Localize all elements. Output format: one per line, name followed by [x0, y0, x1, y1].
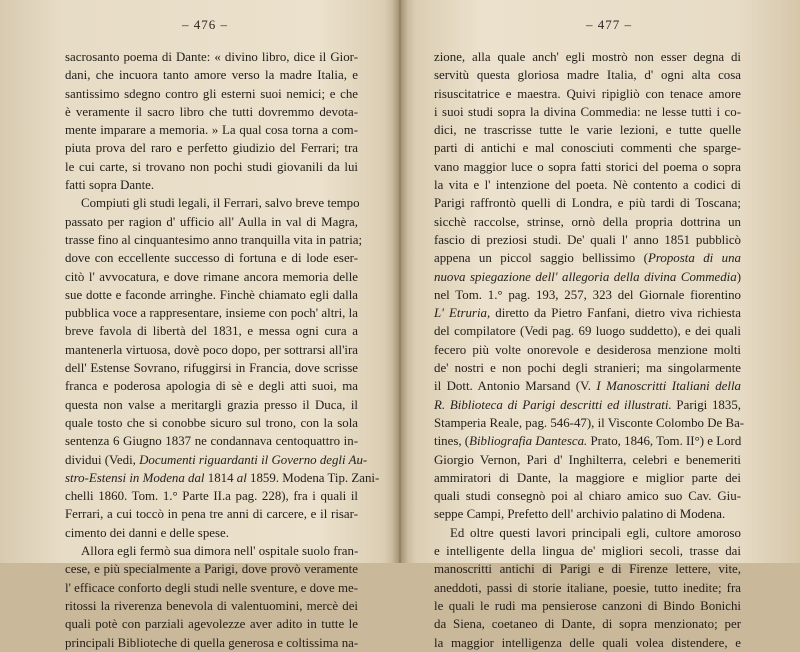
- text-line: sacrosanto poema di Dante: « divino libro, dice il Gior-: [65, 50, 358, 64]
- text-line: ritossi la riverenza benevola di valentuomini, mercè dei: [65, 598, 358, 613]
- text-line: dani, che incuora tanto amore verso la madre Italia, e: [65, 68, 358, 83]
- text-line: dici, ne trascrisse tutte le varie lezioni, e tutte quelle: [434, 123, 741, 138]
- text-line: le cui carte, si trovano non pochi studi giovanili da lui: [65, 159, 358, 174]
- text-line: passato per ragion d' ufficio all' Aulla in val di Magra,: [65, 214, 358, 229]
- text-line: fecero più volte onorevole e desiderosa menzione molti: [434, 342, 741, 357]
- text-fragment: appena un piccol saggio bellissimo (: [434, 251, 648, 266]
- text-fragment: tines, (: [434, 434, 470, 449]
- text-line: [434, 377, 741, 395]
- text-line: Ferrari, a cui toccò in pena tre anni di carcere, e il risar-: [65, 507, 358, 522]
- text-line: fatti sopra Dante.: [65, 178, 155, 193]
- text-line: Giorgio Vernon, Pari d' Inghilterra, celebri e benemeriti: [434, 452, 741, 467]
- text-fragment: Prato, 1846, Tom. II°) e Lord: [587, 434, 742, 449]
- text-line: cese, e più specialmente a Parigi, dove provò veramente: [65, 562, 358, 577]
- text-line: breve favola di libertà del 1831, e messa ogni cura a: [65, 324, 358, 339]
- text-line: [434, 432, 741, 450]
- text-line: ammiratori di Dante, la maggiore e miglior parte dei: [434, 470, 741, 485]
- text-line: franca e poderosa apologia di sè e degli atti suoi, ma: [65, 379, 358, 394]
- text-line: Allora egli fermò sua dimora nell' ospitale suolo fran-: [81, 544, 359, 559]
- text-line: mente imparare a memoria. » La qual cosa torna a com-: [65, 123, 358, 138]
- text-line: quale tosto che si conobbe sicuro sul trono, con la sola: [65, 415, 358, 430]
- text-line: vano maggior luce o sopra fatti storici del poema o sopra: [434, 159, 741, 174]
- text-line: da Siena, coetaneo di Dante, di sopra menzionato; per: [434, 617, 741, 632]
- text-line: [434, 249, 741, 267]
- text-line: sicchè raccolse, strinse, ornò della propria dottrina un: [434, 214, 741, 229]
- text-line: piuta prova del raro e perfetto giudizio del Ferrari; tra: [65, 141, 358, 156]
- text-line: dove con eccellente successo di fortuna e di lode eser-: [65, 251, 358, 266]
- text-fragment: ): [736, 269, 741, 284]
- text-line: la vita e l' intenzione del poeta. Nè contento a codici di: [434, 178, 741, 193]
- text-line: sue dotte e faconde arringhe. Finchè chiamato egli dalla: [65, 287, 358, 302]
- page-number: – 476 –: [182, 17, 228, 32]
- italic-title: L' Etruria,: [434, 306, 491, 321]
- italic-title: Proposta di una: [647, 251, 741, 266]
- page-text: [65, 48, 380, 652]
- text-line: principali Biblioteche di quella generosa e coltissima na-: [65, 635, 359, 650]
- text-line: seppe Campi, Prefetto dell' archivio palatino di Modena.: [434, 507, 726, 522]
- text-line: cimento dei danni e delle spese.: [65, 525, 229, 540]
- text-line: Compiuti gli studi legali, il Ferrari, salvo breve tempo: [81, 196, 360, 211]
- text-fragment: diretto da Pietro Fanfani, dietro viva richiesta: [490, 306, 741, 321]
- page-number: – 477 –: [586, 17, 632, 32]
- text-line: chelli 1860. Tom. 1.° Parte II.a pag. 228), fra i quali il: [65, 489, 358, 504]
- text-line: servitù questa gloriosa madre Italia, d' ogni alta cosa: [434, 68, 741, 83]
- text-line: citò l' avvocatura, e dove rimane ancora memoria delle: [65, 269, 358, 284]
- text-line: quali studi consegnò poi al chiaro amico suo Cav. Giu-: [434, 489, 741, 504]
- text-line: i suoi studi sopra la divina Commedia: ne lesse tutti i co-: [434, 104, 741, 119]
- text-line: manoscritti antichi di Parigi e di Firenze lettere, vite,: [434, 562, 741, 577]
- right-page: [403, 0, 800, 650]
- text-fragment: Parigi 1835,: [671, 397, 741, 412]
- left-page: [0, 0, 397, 650]
- italic-title: I Manoscritti Italiani della: [596, 379, 741, 394]
- text-line: [65, 469, 380, 487]
- text-line: [434, 304, 741, 322]
- text-line: mantenerla virtuosa, dovè poco dopo, per sottrarsi all'ira: [65, 342, 358, 357]
- text-line: nel Tom. 1.° pag. 193, 257, 323 del Giornale fiorentino: [434, 287, 741, 302]
- text-fragment: il Dott. Antonio Marsand (V.: [434, 379, 597, 394]
- text-line: aneddoti, passi di storie italiane, poesie, tutto inedite; fra: [434, 580, 741, 595]
- text-line: del compilatore (Vedi pag. 69 luogo suddetto), e dei quali: [434, 324, 741, 339]
- text-line: Stamperia Reale, pag. 546-47), il Visconte Colombo De Ba-: [434, 415, 745, 430]
- text-line: [434, 396, 741, 414]
- text-line: zione, alla quale anch' egli mostrò non esser degna di: [434, 50, 741, 64]
- text-line: quali potè con parziali agevolezze aver adito in tutte le: [65, 617, 358, 632]
- text-line: trasse fino al cinquantesimo anno tranquilla vita in patria;: [65, 232, 363, 247]
- italic-title: stro-Estensi in Modena dal: [65, 470, 205, 485]
- text-line: l' efficace conforto degli studi nelle sventure, e dove me-: [65, 580, 358, 595]
- text-line: risuscitatrice e maestra. Quivi ripigliò con tenace amore: [434, 86, 741, 101]
- italic-title: nuova spiegazione dell' allegoria della divina Commedia: [434, 269, 737, 284]
- text-line: pubblica voce a rappresentare, insieme con poch' altri, la: [65, 306, 358, 321]
- text-line: sentenza 6 Giugno 1837 ne condannava centoquattro in-: [65, 434, 358, 449]
- text-line: [434, 268, 741, 286]
- page-text: [434, 48, 745, 652]
- text-line: Ed oltre questi lavori principali egli, cultore amoroso: [450, 525, 741, 540]
- italic-title: R. Biblioteca di Parigi descritti ed illustrati.: [434, 397, 672, 412]
- italic-title: al: [236, 470, 247, 485]
- text-fragment: 1814: [204, 470, 237, 485]
- text-line: è veramente il sacro libro che tutti dovremmo devota-: [65, 104, 358, 119]
- text-line: santissimo sdegno contro gli esterni suoi nemici; e che: [65, 86, 358, 101]
- text-line: e intelligente della lingua de' migliori secoli, trasse dai: [434, 544, 741, 559]
- text-fragment: dividui (Vedi,: [65, 452, 140, 467]
- text-line: la maggior intelligenza delle quali volea distendere, e: [434, 635, 741, 650]
- text-line: le quali le rudi ma pensierose canzoni di Bindo Bonichi: [434, 598, 741, 613]
- text-line: fascio di preziosi studi. De' quali l' anno 1851 pubblicò: [434, 232, 741, 247]
- text-line: Parigi raffrontò quelli di Londra, e più tardi di Toscana;: [434, 196, 741, 211]
- italic-title: Bibliografia Dantesca.: [469, 434, 588, 449]
- italic-title: Documenti riguardanti il Governo degli Au-: [139, 452, 368, 467]
- text-line: [65, 451, 368, 469]
- text-line: dell' Estense Sovrano, rifuggirsi in Francia, dove scrisse: [65, 361, 358, 376]
- text-line: questa non valse a meritargli grazia presso il Duca, il: [65, 397, 358, 412]
- text-line: de' nostri e non pochi degli stranieri; ma singolarmente: [434, 361, 741, 376]
- text-line: parti di antichi e mal conosciuti commenti che sparge-: [434, 141, 741, 156]
- text-fragment: 1859. Modena Tip. Zani-: [246, 470, 380, 485]
